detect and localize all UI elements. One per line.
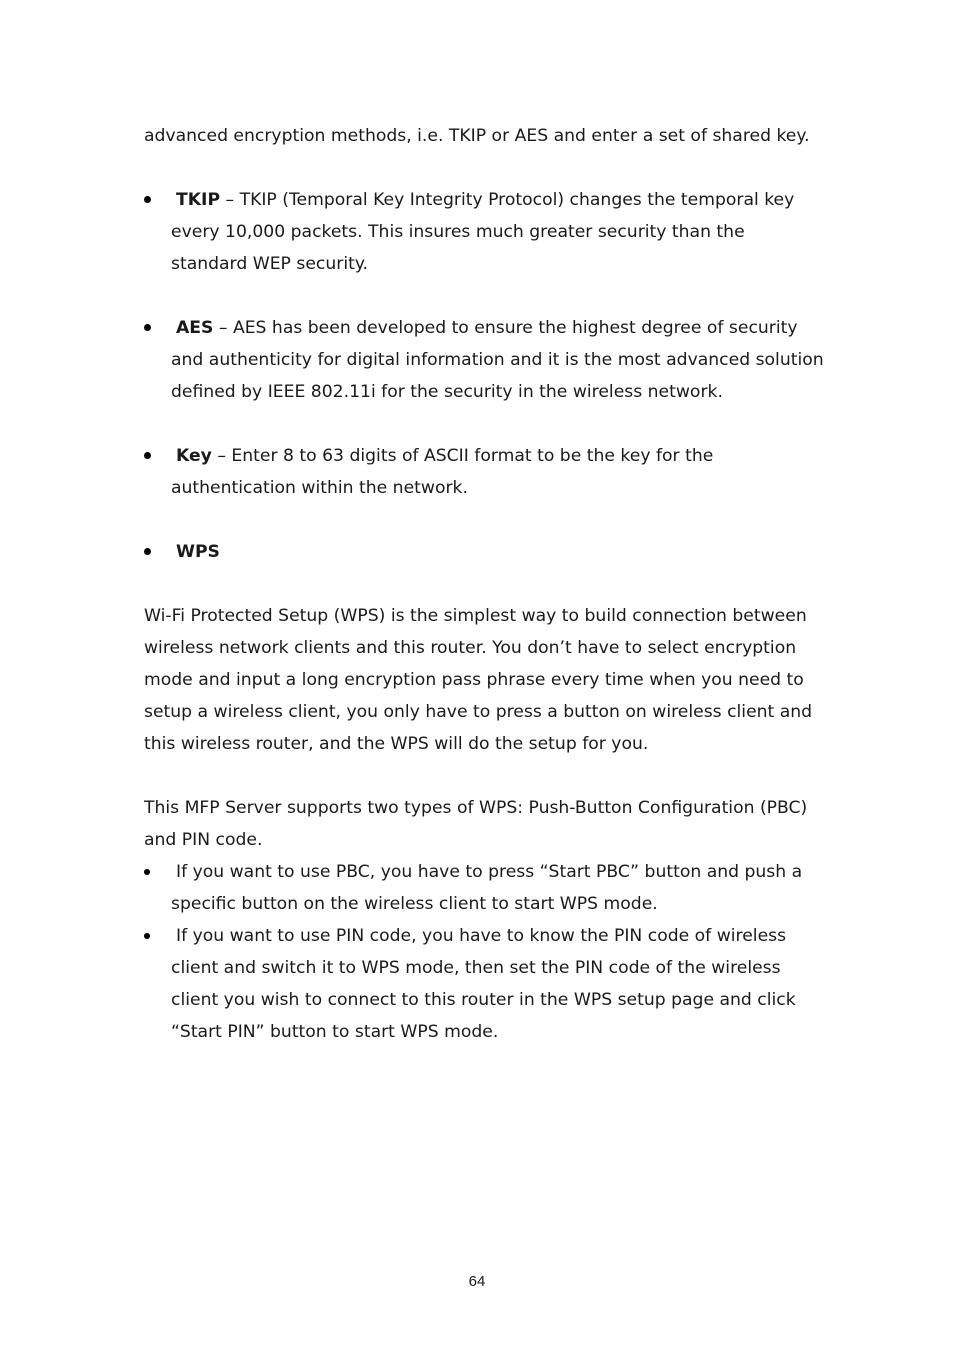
wps-bullet-pbc [144,856,824,920]
definition-description: – TKIP (Temporal Key Integrity Protocol) changes the temporal key every 10,000 packets. This insures much greater security than the standard WEP security. [171,190,795,274]
bullet-dot-icon [144,869,150,875]
bullet-dot-icon [144,933,150,939]
wps-bullet-pin [144,920,824,1048]
definition-description: – Enter 8 to 63 digits of ASCII format to be the key for the authentication within the network. [171,446,714,498]
wps-bullet-text: If you want to use PBC, you have to press “Start PBC” button and push a specific button on the wireless client to start WPS mode. [171,862,803,914]
wps-heading-item [144,536,824,568]
spacer [144,280,824,312]
bullet-dot-icon [144,196,151,203]
wps-heading: WPS [176,542,220,562]
definition-term: Key [176,446,212,466]
definition-term: TKIP [176,190,221,210]
spacer [144,504,824,536]
wps-paragraph: Wi-Fi Protected Setup (WPS) is the simplest way to build connection between wireless network clients and this router. You don’t have to select encryption mode and input a long encryption pass phrase every time when you need to setup a wireless client, you only have to press a button on wireless client and this wireless router, and the WPS will do the setup for you. [144,606,813,754]
bullet-dot-icon [144,548,151,555]
document-page [144,120,824,1048]
definition-item-tkip [144,184,824,280]
wps-types-paragraph: This MFP Server supports two types of WPS: Push-Button Configuration (PBC) and PIN code. [144,798,808,850]
page-number: 64 [468,1273,486,1290]
bullet-dot-icon [144,324,151,331]
intro-paragraph: advanced encryption methods, i.e. TKIP or AES and enter a set of shared key. [144,126,810,146]
definition-description: – AES has been developed to ensure the highest degree of security and authenticity for digital information and it is the most advanced solution defined by IEEE 802.11i for the security in the wireless network. [171,318,824,402]
spacer [144,408,824,440]
spacer [144,152,824,184]
wps-bullet-text: If you want to use PIN code, you have to know the PIN code of wireless client and switch it to WPS mode, then set the PIN code of the wireless client you wish to connect to this router in the WPS setup page and click “Start PIN” button to start WPS mode. [171,926,796,1042]
spacer [144,568,824,600]
spacer [144,760,824,792]
definition-term: AES [176,318,214,338]
bullet-dot-icon [144,452,151,459]
definition-item-aes [144,312,824,408]
definition-item-key [144,440,824,504]
